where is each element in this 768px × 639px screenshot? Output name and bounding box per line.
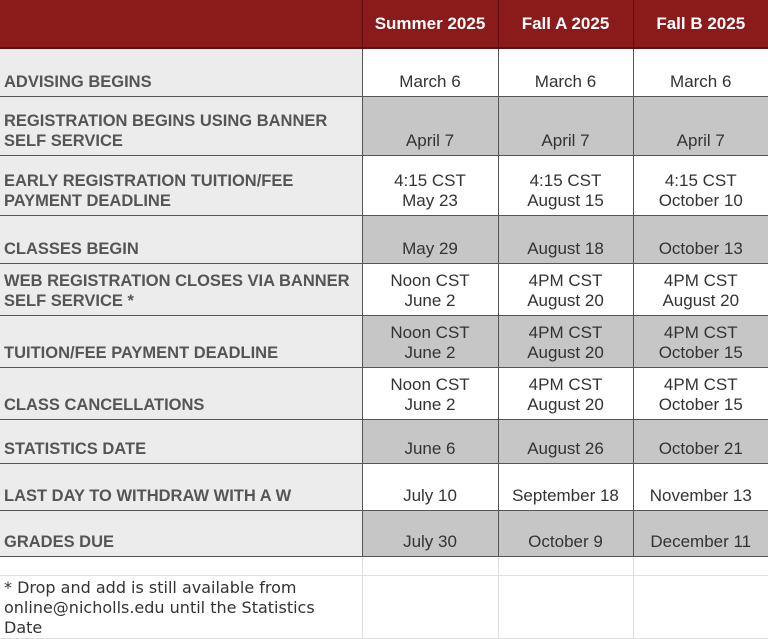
- date-cell-line: September 18: [499, 486, 633, 506]
- date-cell-line: June 2: [363, 291, 498, 311]
- table-row: [0, 48, 768, 96]
- date-cell-line: 4PM CST: [499, 323, 633, 343]
- date-cell-summer: [362, 463, 498, 510]
- date-cell-line: November 13: [634, 486, 768, 506]
- date-cell-line: Noon CST: [363, 323, 498, 343]
- date-cell-line: October 15: [634, 343, 768, 363]
- date-cell-fall-b: [633, 215, 768, 263]
- date-cell-line: December 11: [634, 532, 768, 552]
- row-label: [0, 96, 362, 155]
- empty-cell: [362, 575, 498, 638]
- date-cell-line: June 2: [363, 343, 498, 363]
- date-cell-line: April 7: [499, 131, 633, 151]
- date-cell-fall-b: [633, 463, 768, 510]
- table-body: [0, 48, 768, 556]
- row-label-line: CLASSES BEGIN: [4, 239, 362, 259]
- date-cell-line: October 15: [634, 395, 768, 415]
- row-label-line: REGISTRATION BEGINS USING BANNER: [4, 111, 362, 131]
- date-cell-line: August 18: [499, 239, 633, 259]
- date-cell-summer: [362, 510, 498, 556]
- empty-cell: [633, 575, 768, 638]
- date-cell-line: August 20: [634, 291, 768, 311]
- date-cell-fall-a: [498, 96, 633, 155]
- row-label-line: LAST DAY TO WITHDRAW WITH A W: [4, 486, 362, 506]
- date-cell-fall-b: [633, 510, 768, 556]
- date-cell-summer: [362, 263, 498, 315]
- table-footer: [0, 556, 768, 638]
- date-cell-fall-b: [633, 96, 768, 155]
- date-cell-line: April 7: [634, 131, 768, 151]
- row-label: [0, 48, 362, 96]
- date-cell-line: Noon CST: [363, 271, 498, 291]
- date-cell-line: October 10: [634, 191, 768, 211]
- row-label-line: EARLY REGISTRATION TUITION/FEE: [4, 171, 362, 191]
- date-cell-line: 4:15 CST: [499, 171, 633, 191]
- date-cell-summer: [362, 155, 498, 215]
- date-cell-fall-b: [633, 155, 768, 215]
- date-cell-line: May 29: [363, 239, 498, 259]
- table-row: [0, 96, 768, 155]
- date-cell-line: August 20: [499, 291, 633, 311]
- row-label: [0, 263, 362, 315]
- date-cell-line: June 6: [363, 439, 498, 459]
- date-cell-fall-b: [633, 263, 768, 315]
- row-label: [0, 419, 362, 463]
- date-cell-summer: [362, 367, 498, 419]
- row-label-line: SELF SERVICE *: [4, 291, 362, 311]
- table-row: [0, 419, 768, 463]
- date-cell-fall-b: [633, 48, 768, 96]
- date-cell-fall-a: [498, 155, 633, 215]
- date-cell-line: 4PM CST: [634, 323, 768, 343]
- date-cell-fall-b: [633, 419, 768, 463]
- spacer-cell: [498, 556, 633, 575]
- table-row: [0, 510, 768, 556]
- row-label-line: ADVISING BEGINS: [4, 72, 362, 92]
- date-cell-summer: [362, 419, 498, 463]
- date-cell-line: August 20: [499, 395, 633, 415]
- date-cell-fall-a: [498, 315, 633, 367]
- row-label-line: PAYMENT DEADLINE: [4, 191, 362, 211]
- table-header: [0, 0, 768, 48]
- date-cell-summer: [362, 315, 498, 367]
- date-cell-line: October 13: [634, 239, 768, 259]
- date-cell-line: 4PM CST: [634, 271, 768, 291]
- date-cell-fall-a: [498, 48, 633, 96]
- table-row: [0, 367, 768, 419]
- date-cell-line: March 6: [363, 72, 498, 92]
- date-cell-fall-a: [498, 367, 633, 419]
- footnote-line-2: online@nicholls.edu until the Statistics Date: [4, 598, 315, 637]
- date-cell-fall-b: [633, 367, 768, 419]
- row-label: [0, 463, 362, 510]
- row-label-line: WEB REGISTRATION CLOSES VIA BANNER: [4, 271, 362, 291]
- spacer-cell: [362, 556, 498, 575]
- row-label: [0, 315, 362, 367]
- date-cell-line: October 21: [634, 439, 768, 459]
- row-label: [0, 510, 362, 556]
- date-cell-line: 4PM CST: [499, 375, 633, 395]
- date-cell-line: 4PM CST: [634, 375, 768, 395]
- date-cell-line: March 6: [499, 72, 633, 92]
- date-cell-line: August 20: [499, 343, 633, 363]
- column-header-fall-a-2025: Fall A 2025: [498, 0, 633, 48]
- date-cell-fall-a: [498, 419, 633, 463]
- column-header-fall-b-2025: Fall B 2025: [633, 0, 768, 48]
- table-row: [0, 263, 768, 315]
- table-row: [0, 315, 768, 367]
- row-label-line: SELF SERVICE: [4, 131, 362, 151]
- row-label: [0, 155, 362, 215]
- date-cell-line: August 26: [499, 439, 633, 459]
- row-label: [0, 367, 362, 419]
- row-label-line: GRADES DUE: [4, 532, 362, 552]
- empty-cell: [498, 575, 633, 638]
- row-label-line: CLASS CANCELLATIONS: [4, 395, 362, 415]
- date-cell-line: October 9: [499, 532, 633, 552]
- date-cell-fall-a: [498, 215, 633, 263]
- date-cell-line: 4:15 CST: [634, 171, 768, 191]
- row-label-line: STATISTICS DATE: [4, 439, 362, 459]
- date-cell-line: July 30: [363, 532, 498, 552]
- column-header-summer-2025: Summer 2025: [362, 0, 498, 48]
- date-cell-line: 4PM CST: [499, 271, 633, 291]
- spacer-cell: [0, 556, 362, 575]
- row-label: [0, 215, 362, 263]
- table-row: [0, 463, 768, 510]
- date-cell-fall-a: [498, 510, 633, 556]
- table-row: [0, 215, 768, 263]
- date-cell-line: August 15: [499, 191, 633, 211]
- date-cell-fall-b: [633, 315, 768, 367]
- date-cell-line: June 2: [363, 395, 498, 415]
- footnote-row: [0, 575, 768, 638]
- date-cell-summer: [362, 48, 498, 96]
- header-row: [0, 0, 768, 48]
- spacer-cell: [633, 556, 768, 575]
- date-cell-line: Noon CST: [363, 375, 498, 395]
- date-cell-summer: [362, 215, 498, 263]
- date-cell-line: April 7: [363, 131, 498, 151]
- date-cell-fall-a: [498, 463, 633, 510]
- header-corner: [0, 0, 362, 48]
- footnote: [0, 575, 362, 638]
- table-row: [0, 155, 768, 215]
- date-cell-line: 4:15 CST: [363, 171, 498, 191]
- spacer-row: [0, 556, 768, 575]
- date-cell-fall-a: [498, 263, 633, 315]
- footnote-line-1: * Drop and add is still available from: [4, 578, 297, 597]
- date-cell-line: May 23: [363, 191, 498, 211]
- date-cell-line: July 10: [363, 486, 498, 506]
- date-cell-line: March 6: [634, 72, 768, 92]
- row-label-line: TUITION/FEE PAYMENT DEADLINE: [4, 343, 362, 363]
- date-cell-summer: [362, 96, 498, 155]
